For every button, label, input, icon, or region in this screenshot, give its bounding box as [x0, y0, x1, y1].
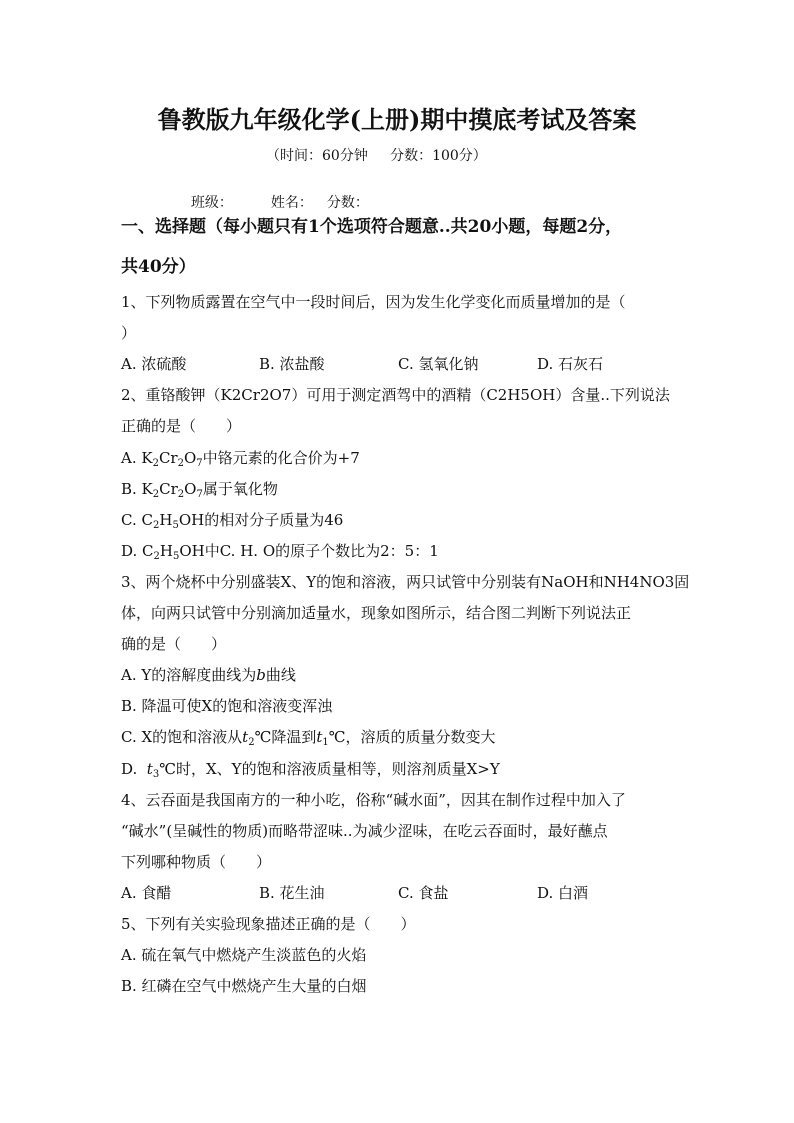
q1-option-d: D. 石灰石 [537, 355, 604, 373]
q3-option-d: D. $t_3℃$时，X、Y的饱和溶液质量相等，则溶剂质量X>Y [121, 760, 500, 780]
q2-option-d: D. $C_2H_5OH$中C. H. O的原子个数比为2：5：1 [121, 542, 439, 562]
page-title: 鲁教版九年级化学(上册)期中摸底考试及答案 [157, 105, 637, 134]
q2-option-c: C. $C_2H_5OH$的相对分子质量为46 [121, 511, 344, 531]
q1-option-a: A. 浓硫酸 [121, 355, 187, 373]
class-label: 班级： [190, 195, 233, 211]
q2-stem-line1: 2、重铬酸钾（K2Cr2O7）可用于测定酒驾中的酒精（C2H5OH）含量..下列说法 [121, 386, 670, 404]
q4-option-d: D. 白酒 [537, 884, 589, 902]
score-label: 分数： [326, 195, 369, 211]
q3-option-a: A. Y的溶解度曲线为b曲线 [121, 666, 296, 684]
q3-option-c: C. X的饱和溶液从$t_2℃$降温到$t_1℃$，溶质的质量分数变大 [121, 728, 496, 748]
exam-time-score: （时间：60分钟 分数：100分） [266, 148, 487, 164]
q4-stem-line2: “碱水”(呈碱性的物质)而略带涩味..为减少涩味，在吃云吞面时，最好蘸点 [121, 822, 608, 840]
student-info-row [182, 176, 369, 212]
q1-stem-line2: ） [121, 324, 137, 342]
q4-option-b: B. 花生油 [259, 884, 325, 902]
q4-stem-line3: 下列哪种物质（ ） [121, 853, 272, 871]
q3-stem-line3: 确的是（ ） [121, 635, 227, 653]
q4-stem-line1: 4、云吞面是我国南方的一种小吃，俗称“碱水面”，因其在制作过程中加入了 [121, 791, 626, 809]
q3-option-b: B. 降温可使X的饱和溶液变浑浊 [121, 697, 333, 715]
q3-stem-line1: 3、两个烧杯中分别盛装X、Y的饱和溶液，两只试管中分别装有NaOH和NH4NO3固 [121, 573, 690, 591]
q2-option-a: A. $K_2Cr_2O_7$中铬元素的化合价为+7 [121, 449, 360, 469]
q5-stem-line1: 5、下列有关实验现象描述正确的是（ ） [121, 915, 416, 933]
q1-option-b: B. 浓盐酸 [259, 355, 325, 373]
q4-option-c: C. 食盐 [398, 884, 449, 902]
q4-option-a: A. 食醋 [121, 884, 172, 902]
section-heading-line1: 一、选择题（每小题只有1个选项符合题意..共20小题，每题2分， [121, 217, 623, 237]
q1-option-c: C. 氢氧化钠 [398, 355, 479, 373]
q1-stem-line1: 1、下列物质露置在空气中一段时间后，因为发生化学变化而质量增加的是（ [121, 293, 626, 311]
q5-option-b: B. 红磷在空气中燃烧产生大量的白烟 [121, 977, 367, 995]
name-label: 姓名： [270, 195, 313, 211]
q2-stem-line2: 正确的是（ ） [121, 417, 242, 435]
q5-option-a: A. 硫在氧气中燃烧产生淡蓝色的火焰 [121, 946, 367, 964]
q3-stem-line2: 体，向两只试管中分别滴加适量水，现象如图所示，结合图二判断下列说法正 [121, 604, 632, 622]
section-heading-line2: 共40分） [121, 257, 196, 277]
q2-option-b: B. $K_2Cr_2O_7$属于氧化物 [121, 480, 278, 500]
